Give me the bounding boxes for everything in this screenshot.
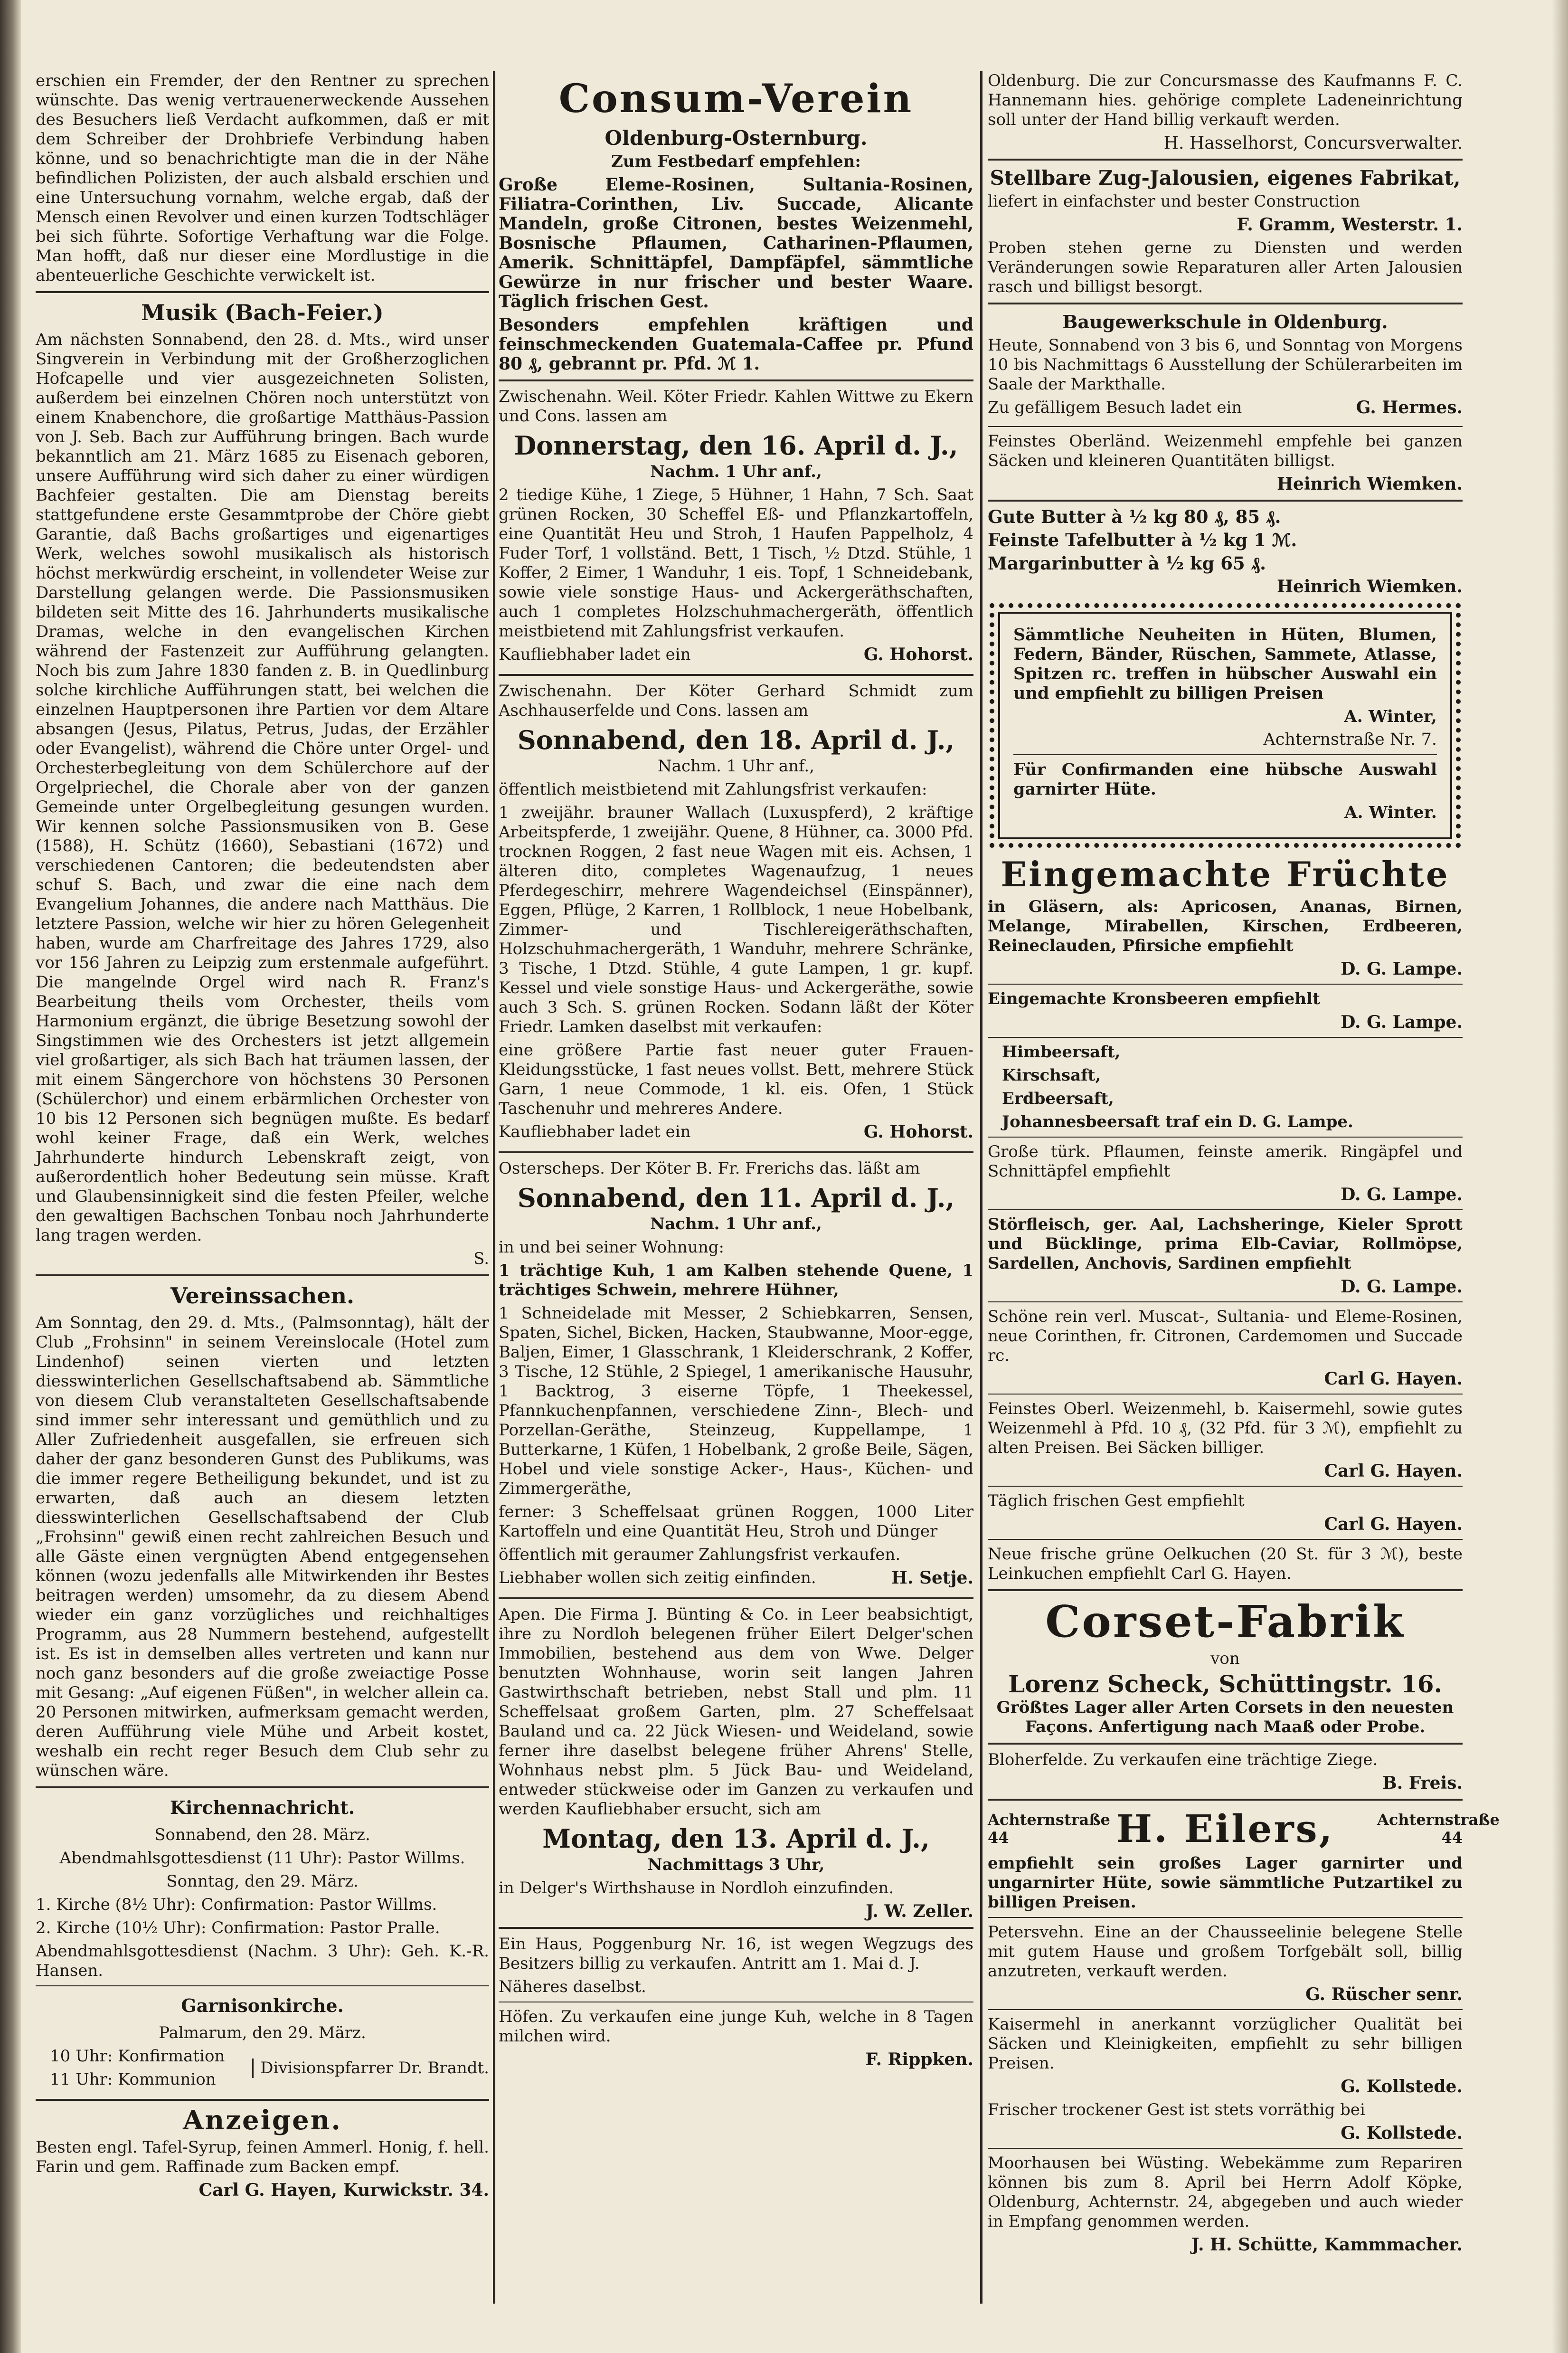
garrison-line: Palmarum, den 29. März.: [159, 2023, 366, 2042]
auction-zwischenahn-1: Zwischenahn. Weil. Köter Friedr. Kahlen Wittwe zu Ekern und Cons. lassen am: [499, 387, 973, 426]
lampe-saft: Erdbeersaft,: [1002, 1089, 1114, 1108]
ad-signature: Carl G. Hayen.: [1324, 1369, 1463, 1389]
ad-signature: Heinrich Wiemken.: [1276, 577, 1463, 597]
lampe-fish: Störfleisch, ger. Aal, Lachsheringe, Kieler Sprott und Bücklinge, prima Elb-Caviar, Rollmöpse, Sardellen, Anchovis, Sardinen empfiehlt: [988, 1215, 1463, 1273]
church-line: Sonnabend, den 28. März.: [154, 1825, 370, 1844]
hayen-mehl: Feinstes Oberl. Weizenmehl, b. Kaisermehl, sowie gutes Weizenmehl à Pfd. 10 ₰, (32 Pfd. für 3 ℳ), empfiehlt zu alten Preisen. Bei Säcken billiger.: [988, 1399, 1463, 1457]
verein-article: Am Sonntag, den 29. d. Mts., (Palmsonntag), hält der Club „Frohsinn" in seinem Vereinslocale (Hotel zum Lindenhof) seinen vierten und letzten diesswinterlichen Gesellschaftsabend ab. Sämmtliche von diesem Club veranstalteten Gesellschaftsabende sind immer sehr interessant und gemüthlich und zu Aller Zufriedenheit ausgefallen, sie erfreuen sich daher der ganz besonderen Gunst des Publikums, was die immer regere Betheiligung bekundet, und ist zu erwarten, daß auch an diesem letzten diesswinterlichen Gesellschaftsabend der Club „Frohsinn" gewiß einen recht zahlreichen Besuch und alle Gäste einen vergnügten Abend entgegensehen können (wozu jedenfalls alle Mitwirkenden ihr Bestes beitragen werden) umsomehr, da zu diesem Abend wieder ein ganz vorzügliches und reichhaltiges Programm, aus 28 Nummern bestehend, aufgestellt ist. Es ist in demselben alles vertreten und kann nur noch ganz besonders auf die große zweiactige Posse mit Gesang: „Auf eigenen Füßen", in welcher allein ca. 20 Personen mitwirken, aufmerksam gemacht werden, deren Aufführung viele Mühe und Arbeit kostet, weshalb ein recht reger Besuch dem Club sehr zu wünschen wäre.: [36, 1313, 489, 1780]
auction-invite: Liebhaber wollen sich zeitig einfinden.: [499, 1568, 816, 1587]
section-heading-vereinssachen: Vereinssachen.: [170, 1283, 354, 1309]
auction-items: 1 zweijähr. brauner Wallach (Luxuspferd), 2 kräftige Arbeitspferde, 1 zweijähr. Quene, 8 Hühner, ca. 3000 Pfd. trocknen Roggen, 2 fast neue Wagen mit eis. Achsen, 1 älteren dito, completes Wagenaufzug, 1 neues Pferdegeschirr, mehrere Wagendeichsel (Einspänner), Eggen, Pflüge, 2 Karren, 1 Rollblock, 1 neue Hobelbank, Zimmer- und Tischlereigeräthschaften, Holzschuhmachergeräth, 1 Wanduhr, mehrere Schränke, 3 Tische, 1 Dtzd. Stühle, 4 gute Lampen, 1 gr. kupf. Kessel und viele sonstige Haus- und Ackergeräthe, sowie auch 3 Sch. S. grünen Rocken. Sodann läßt der Köter Friedr. Lamken daselbst mit verkaufen:: [499, 803, 973, 1036]
baugewerkschule-heading: Baugewerkschule in Oldenburg.: [1062, 311, 1388, 332]
ad-signature: D. G. Lampe.: [1341, 1012, 1463, 1032]
divider: [499, 1151, 973, 1153]
auction-date: Sonnabend, den 11. April d. J.,: [517, 1183, 955, 1213]
church-line: Sonntag, den 29. März.: [166, 1872, 359, 1891]
divider: [499, 674, 973, 676]
consum-coffee: Besonders empfehlen kräftigen und feinschmeckenden Guatemala-Caffee pr. Pfund 80 ₰, gebrannt pr. Pfd. ℳ 1.: [499, 315, 973, 374]
divider: [988, 1209, 1463, 1210]
divider: [499, 1927, 973, 1929]
auction-line: öffentlich meistbietend mit Zahlungsfrist verkaufen:: [499, 780, 927, 799]
divider: [988, 1137, 1463, 1138]
church-line: Abendmahlsgottesdienst (Nachm. 3 Uhr): Geh. K.-R. Hansen.: [36, 1942, 489, 1980]
corset-name: Lorenz Scheck, Schüttingstr. 16.: [1008, 1670, 1442, 1698]
auction-time: Nachm. 1 Uhr anf.,: [657, 757, 815, 776]
divider: [36, 291, 489, 293]
divider: [988, 426, 1463, 427]
divider: [988, 1917, 1463, 1918]
ad-signature: D. G. Lampe.: [1341, 1185, 1463, 1205]
ad-signature: Carl G. Hayen.: [1324, 1461, 1463, 1481]
divider: [988, 1743, 1463, 1745]
ad-signature: Carl G. Hayen, Kurwickstr. 34.: [198, 2180, 489, 2200]
section-heading-musik: Musik (Bach-Feier.): [141, 300, 384, 325]
auction-zwischenahn-2: Zwischenahn. Der Köter Gerhard Schmidt zum Aschhauserfelde und Cons. lassen am: [499, 682, 973, 720]
auction-time: Nachmittags 3 Uhr,: [647, 1855, 825, 1874]
ad-line: Heute, Sonnabend von 3 bis 6, und Sonntag von Morgens 10 bis Nachmittags 6 Ausstellung der Schülerarbeiten im Saale der Markthalle.: [988, 336, 1463, 394]
ad-signature: G. Rüscher senr.: [1305, 1984, 1463, 2004]
ad-signature: G. Hermes.: [1356, 398, 1463, 417]
lampe-saft: Johannesbeersaft traf ein D. G. Lampe.: [1002, 1112, 1353, 1131]
section-heading-kirchennachricht: Kirchennachricht.: [170, 1797, 355, 1818]
column-3: [988, 71, 1500, 2313]
garrison-line: 10 Uhr: Konfirmation: [50, 2047, 225, 2066]
ad-line: Näheres daselbst.: [499, 1977, 646, 1996]
article-continuation: erschien ein Fremder, der den Rentner zu sprechen wünschte. Das wenig vertrauenerweckende Aussehen des Besuchers ließ Verdacht aufkommen, daß er mit dem Schreiber der Drohbriefe Verbindung haben könne, und so benachrichtigte man die in der Nähe befindlichen Polizisten, der auch alsbald erschien und eine Untersuchung vornahm, welche ergab, daß der Mensch einen Revolver und einen kurzen Todtschläger bei sich führte. Sofortige Verhaftung war die Folge. Man hofft, daß nur dieser eine Mordlustige in die abenteuerliche Geschichte verwickelt ist.: [36, 71, 489, 285]
auction-signature: J. W. Zeller.: [866, 1901, 973, 1921]
ad-signature: Carl G. Hayen.: [1324, 1514, 1463, 1534]
auction-line: in und bei seiner Wohnung:: [499, 1238, 724, 1257]
ad-signature: F. Gramm, Westerstr. 1.: [1237, 215, 1463, 235]
auction-items: ferner: 3 Scheffelsaat grünen Roggen, 1000 Liter Kartoffeln und eine Quantität Heu, Stroh und Dünger: [499, 1502, 973, 1541]
page-edge: [1552, 0, 1568, 2353]
hayen-rosinen: Schöne rein verl. Muscat-, Sultania- und Eleme-Rosinen, neue Corinthen, fr. Citronen, Cardemomen und Succade rc.: [988, 1307, 1463, 1365]
consum-line: Zum Festbedarf empfehlen:: [611, 152, 861, 171]
ad-concurs: Oldenburg. Die zur Concursmasse des Kaufmanns F. C. Hannemann hies. gehörige complete Ladeneinrichtung soll unter der Hand billig verkauft werden.: [988, 71, 1463, 129]
ad-signature: D. G. Lampe.: [1341, 1277, 1463, 1297]
ad-invite: Zu gefälligem Besuch ladet ein: [988, 398, 1242, 417]
consum-goods: Große Eleme-Rosinen, Sultania-Rosinen, Filiatra-Corinthen, Liv. Succade, Alicante Mandeln, große Citronen, bestes Weizenmehl, Bosnische Pflaumen, Catharinen-Pflaumen, Amerik. Schnittäpfel, Dampfäpfel, sämmtliche Gewürze in nur frischer und bester Waare. Täglich frischen Gest.: [499, 175, 973, 312]
auction-osterscheps: Osterscheps. Der Köter B. Fr. Frerichs das. läßt am: [499, 1159, 920, 1178]
garrison-line: 11 Uhr: Kommunion: [50, 2070, 216, 2089]
butter-price: Gute Butter à ½ kg 80 ₰, 85 ₰.: [988, 506, 1281, 527]
garrison-line: Divisionspfarrer Dr. Brandt.: [252, 2059, 489, 2078]
ad-kaisermehl: Kaisermehl in anerkannt vorzüglicher Qualität bei Säcken und Kleinigkeiten, empfiehlt zu sehr billigen Preisen.: [988, 2015, 1463, 2073]
ad-signature: G. Kollstede.: [1341, 2077, 1463, 2097]
jalousien-heading: Stellbare Zug-Jalousien, eigenes Fabrikat,: [990, 166, 1461, 190]
church-line: 1. Kirche (8½ Uhr): Confirmation: Pastor Willms.: [36, 1895, 437, 1914]
winter-text: Sämmtliche Neuheiten in Hüten, Blumen, Federn, Bänder, Rüschen, Sammete, Atlasse, Spitzen rc. treffen in hübscher Auswahl ein und empfiehlt zu billigen Preisen: [1013, 625, 1437, 703]
auction-date: Sonnabend, den 18. April d. J.,: [517, 725, 955, 755]
divider: [988, 500, 1463, 502]
column-1: [36, 71, 489, 2313]
divider: [988, 2148, 1463, 2149]
column-2: [499, 71, 973, 2313]
church-line: Abendmahlsgottesdienst (11 Uhr): Pastor Willms.: [59, 1849, 465, 1868]
column-rule: [493, 71, 495, 2304]
ad-signature: J. H. Schütte, Kammmacher.: [1191, 2235, 1463, 2255]
auction-items: eine größere Partie fast neuer guter Frauen-Kleidungsstücke, 1 fast neues vollst. Bett, mehrere Stück Garn, 1 neue Commode, 1 kl. eis. Ofen, 1 Stück Taschenuhr und mehreres Andere.: [499, 1041, 973, 1118]
winter-signature: A. Winter,: [1344, 707, 1437, 726]
auction-signature: H. Setje.: [891, 1568, 973, 1588]
auction-signature: G. Hohorst.: [863, 645, 973, 664]
section-heading-anzeigen: Anzeigen.: [183, 2105, 342, 2136]
musik-article: Am nächsten Sonnabend, den 28. d. Mts., wird unser Singverein in Verbindung mit der Großherzoglichen Hofcapelle und vier ausgezeichneten Solisten, außerdem bei einzelnen Chören noch unterstützt von einem Knabenchore, die großartige Matthäus-Passion von J. Seb. Bach zur Aufführung bringen. Bach wurde bekanntlich am 21. März 1685 zu Eisenach geboren, unsere Aufführung wird sich daher zu einer würdigen Bachfeier gestalten. Die am Dienstag bereits stattgefundene erste Gesammtprobe der Chöre giebt Garantie, daß Bachs großartiges und eigenartiges Werk, welches sowohl musikalisch als historisch höchst merkwürdig erscheint, in vollendeter Weise zur Darstellung gelangen werde. Die Passionsmusiken bildeten seit Mitte des 16. Jahrhunderts musikalische Dramas, welche in den evangelischen Kirchen während der Fastenzeit zur Aufführung gelangten. Noch bis zum Jahre 1830 fanden z. B. in Quedlinburg solche kirchliche Aufführungen statt, bei welchen die einzelnen Hauptpersonen ihre Partien vor dem Altare absangen (Jesus, Pilatus, Petrus, Judas, der Erzähler oder Evangelist), während die Chöre unter Orgel- und Orchesterbegleitung von dem Schülerchore auf der Orgelpriechel, die Chorale aber von der ganzen Gemeinde unter Orgelbegleitung gesungen wurden. Wir kennen solche Passionsmusiken von B. Gese (1588), H. Schütz (1660), Sebastiani (1672) und verschiedenen Cantoren; die bedeutendsten aber schuf S. Bach, und zwar die eine nach dem Evangelium Johannes, die andere nach Matthäus. Die letztere Passion, welche wir hier zu hören Gelegenheit haben, wurde am Charfreitage des Jahres 1729, also vor 156 Jahren zu Leipzig zum erstenmale aufgeführt. Die mangelnde Orgel wird nach R. Franz's Bearbeitung theils vom Orchester, theils vom Harmonium ergänzt, die übrige Besetzung sowohl der Singstimmen wie des Orchesters ist jetzt allgemein viel großartiger, als sich Bach hat träumen lassen, der mit einem Sängerchore von höchstens 30 Personen (Schülerchor) und einem erbärmlichen Orchester von 10 bis 12 Personen sich begnügen mußte. Es bedarf wohl keiner Frage, daß ein Werk, welches Jahrhunderte hindurch Lebenskraft zeigt, von außerordentlich hoher Bedeutung sein müsse. Kraft und Glaubensinnigkeit sind die festen Pfeiler, welche den gewaltigen Bachschen Tonbau noch Jahrhunderte lang tragen werden.: [36, 330, 489, 1245]
ad-hayen-syrup: Besten engl. Tafel-Syrup, feinen Ammerl. Honig, f. hell. Farin und gem. Raffinade zum Backen empf.: [36, 2138, 489, 2176]
garrison-times: [36, 2047, 225, 2093]
ad-house-sale: Ein Haus, Poggenburg Nr. 16, ist wegen Wegzugs des Besitzers billig zu verkaufen. Antritt am 1. Mai d. J.: [499, 1935, 973, 1973]
corset-fabrik-heading: Corset-Fabrik: [1045, 1596, 1405, 1647]
corset-von: von: [1210, 1649, 1240, 1668]
column-rule: [980, 71, 982, 2304]
garrison-schedule: [36, 2047, 489, 2093]
divider: [1013, 754, 1437, 755]
auction-line: in Delger's Wirthshause in Nordloh einzufinden.: [499, 1879, 894, 1898]
ad-apen-property: Apen. Die Firma J. Bünting & Co. in Leer beabsichtigt, ihre zu Nordloh belegenen früher Eilert Delger'schen Immobilien, bestehend aus dem von Wwe. Delger benutzten Wohnhause, worin seit langen Jahren Gastwirthschaft betrieben, nebst Stall und plm. 11 Scheffelsaat großem Garten, plm. 27 Scheffelsaat Bauland und ca. 22 Jück Wiesen- und Weideland, sowie ferner ihre daselbst belegene früher Ahrens' Stelle, Wohnhaus nebst plm. 5 Jück Bau- und Weideland, entweder stückweise oder im Ganzen zu verkaufen und werden Kaufliebhaber ersucht, sich am: [499, 1605, 973, 1819]
ad-line: Proben stehen gerne zu Diensten und werden Veränderungen sowie Reparaturen aller Arten Jalousien rasch und billigst besorgt.: [988, 238, 1463, 296]
divider: [36, 1274, 489, 1276]
auction-time: Nachm. 1 Uhr anf.,: [650, 1214, 822, 1233]
ad-moorhausen: Moorhausen bei Wüsting. Webekämme zum Repariren können bis zum 8. April bei Herrn Adolf Köpke, Oldenburg, Achternstr. 24, abgegeben und auch wieder in Empfang genommen werden.: [988, 2154, 1463, 2231]
ad-gest: Frischer trockener Gest ist stets vorräthig bei: [988, 2100, 1365, 2119]
lampe-saft: Himbeersaft,: [1002, 1043, 1121, 1062]
ad-signature: B. Freis.: [1382, 1773, 1463, 1793]
divider: [36, 2099, 489, 2101]
auction-items: 2 tiedige Kühe, 1 Ziege, 5 Hühner, 1 Hahn, 7 Sch. Saat grünen Rocken, 30 Scheffel Eß- und Pflanzkartoffeln, eine Quantität Heu und Stroh, 1 Haufen Pappelholz, 4 Fuder Torf, 1 vollständ. Bett, 1 Tisch, ½ Dtzd. Stühle, 1 Koffer, 2 Eimer, 1 Wanduhr, 1 eis. Topf, 1 Schneidebank, sowie viele sonstige Haus- und Ackergeräthschaften, auch 1 completes Holzschuhmachergeräth, öffentlich meistbietend mit Zahlungsfrist verkaufen.: [499, 485, 973, 641]
eilers-address-right: Achternstraße 44: [1377, 1811, 1500, 1847]
divider: [988, 1539, 1463, 1540]
auction-time: Nachm. 1 Uhr anf.,: [650, 462, 822, 481]
ad-signature-row: [988, 398, 1463, 421]
divider: [988, 159, 1463, 161]
auction-signature-row: [499, 1122, 973, 1146]
corset-text: Größtes Lager aller Arten Corsets in den neuesten Façons. Anfertigung nach Maaß oder Probe.: [996, 1698, 1454, 1736]
winter-address: Achternstraße Nr. 7.: [1263, 730, 1437, 749]
divider: [988, 303, 1463, 304]
auction-items: 1 trächtige Kuh, 1 am Kalben stehende Quene, 1 trächtiges Schwein, mehrere Hühner,: [499, 1261, 973, 1300]
eilers-header: [988, 1806, 1500, 1851]
winter-signature: A. Winter.: [1344, 803, 1437, 822]
ad-hoefen-cow: Höfen. Zu verkaufen eine junge Kuh, welche in 8 Tagen milchen wird.: [499, 2007, 973, 2046]
ad-signature: Heinrich Wiemken.: [1276, 474, 1463, 494]
eilers-text: empfiehlt sein großes Lager garnirter und ungarnirter Hüte, sowie sämmtliche Putzartikel zu billigen Preisen.: [988, 1854, 1463, 1912]
butter-price: Margarinbutter à ½ kg 65 ₰.: [988, 553, 1266, 574]
auction-signature-row: [499, 1568, 973, 1592]
eingemachte-heading: Eingemachte Früchte: [1001, 854, 1450, 894]
ad-signature: H. Hasselhorst, Concursverwalter.: [1163, 133, 1463, 153]
divider: [988, 1486, 1463, 1487]
divider: [36, 1786, 489, 1788]
ad-bloherfelde: Bloherfelde. Zu verkaufen eine trächtige Ziege.: [988, 1750, 1378, 1769]
ad-line: liefert in einfachster und bester Construction: [988, 192, 1360, 211]
auction-line: öffentlich mit geraumer Zahlungsfrist verkaufen.: [499, 1545, 901, 1564]
auction-invite: Kaufliebhaber ladet ein: [499, 645, 691, 664]
hayen-gest: Täglich frischen Gest empfiehlt: [988, 1491, 1245, 1510]
lampe-fruits: in Gläsern, als: Apricosen, Ananas, Birnen, Melange, Mirabellen, Kirschen, Erdbeeren, Reineclauden, Pfirsiche empfiehlt: [988, 897, 1463, 955]
book-binding: [0, 0, 21, 2353]
ad-winter-frame: [990, 603, 1461, 848]
auction-invite: Kaufliebhaber ladet ein: [499, 1122, 691, 1141]
divider: [988, 1799, 1463, 1801]
lampe-kronsbeeren: Eingemachte Kronsbeeren empfiehlt: [988, 989, 1320, 1008]
divider: [499, 380, 973, 381]
auction-signature: G. Hohorst.: [863, 1122, 973, 1142]
divider: [988, 2009, 1463, 2010]
musik-signature: S.: [473, 1249, 489, 1268]
eilers-name: H. Eilers,: [1116, 1806, 1334, 1851]
eilers-address-left: Achternstraße 44: [988, 1811, 1110, 1847]
consum-subtitle: Oldenburg-Osternburg.: [605, 126, 868, 150]
auction-signature-row: [499, 645, 973, 668]
divider: [499, 1597, 973, 1599]
divider: [36, 1985, 489, 1986]
divider: [988, 1394, 1463, 1395]
consum-verein-title: Consum-Verein: [558, 76, 914, 122]
hayen-oelkuchen: Neue frische grüne Oelkuchen (20 St. für 3 ℳ), beste Leinkuchen empfiehlt Carl G. Hayen.: [988, 1545, 1463, 1583]
divider: [988, 1589, 1463, 1591]
lampe-saft: Kirschsaft,: [1002, 1066, 1101, 1085]
divider: [988, 1301, 1463, 1302]
lampe-pflaumen: Große türk. Pflaumen, feinste amerik. Ringäpfel und Schnittäpfel empfiehlt: [988, 1142, 1463, 1181]
ad-signature: D. G. Lampe.: [1341, 959, 1463, 979]
butter-price: Feinste Tafelbutter à ½ kg 1 ℳ.: [988, 530, 1297, 550]
auction-date: Donnerstag, den 16. April d. J.,: [514, 430, 958, 461]
auction-items: 1 Schneidelade mit Messer, 2 Schiebkarren, Sensen, Spaten, Sichel, Bicken, Hacken, Staubwanne, Moor-egge, Baljen, Eimer, 1 Glasschrank, 1 Kleiderschrank, 2 Koffer, 3 Tische, 12 Stühle, 2 Spiegel, 1 amerikanische Hausuhr, 1 Backtrog, 3 eiserne Töpfe, 1 Theekessel, Pfannkuchenpfannen, verschiedene Zinn-, Blech- und Porzellan-Geräthe, Steinzeug, Kuppellampe, 1 Butterkarne, 1 Küfen, 1 Hobelbank, 2 große Beile, Sägen, Hobel und viele sonstige Acker-, Haus-, Küchen- und Zimmergeräthe,: [499, 1304, 973, 1498]
ad-petersvehn: Petersvehn. Eine an der Chausseelinie belegene Stelle mit gutem Hause und großem Torfgebält soll, billig anzutreten, verkauft werden.: [988, 1923, 1463, 1981]
ad-signature: F. Rippken.: [865, 2049, 973, 2069]
section-heading-garnisonkirche: Garnisonkirche.: [181, 1995, 344, 2016]
divider: [988, 1037, 1463, 1038]
auction-date: Montag, den 13. April d. J.,: [542, 1823, 930, 1854]
divider: [988, 984, 1463, 985]
church-line: 2. Kirche (10½ Uhr): Confirmation: Pastor Pralle.: [36, 1918, 440, 1937]
winter-confirmation: Für Confirmanden eine hübsche Auswahl garnirter Hüte.: [1013, 760, 1437, 799]
ad-weizenmehl: Feinstes Oberländ. Weizenmehl empfehle bei ganzen Säcken und kleineren Quantitäten billigst.: [988, 432, 1463, 470]
ad-signature: G. Kollstede.: [1341, 2123, 1463, 2143]
